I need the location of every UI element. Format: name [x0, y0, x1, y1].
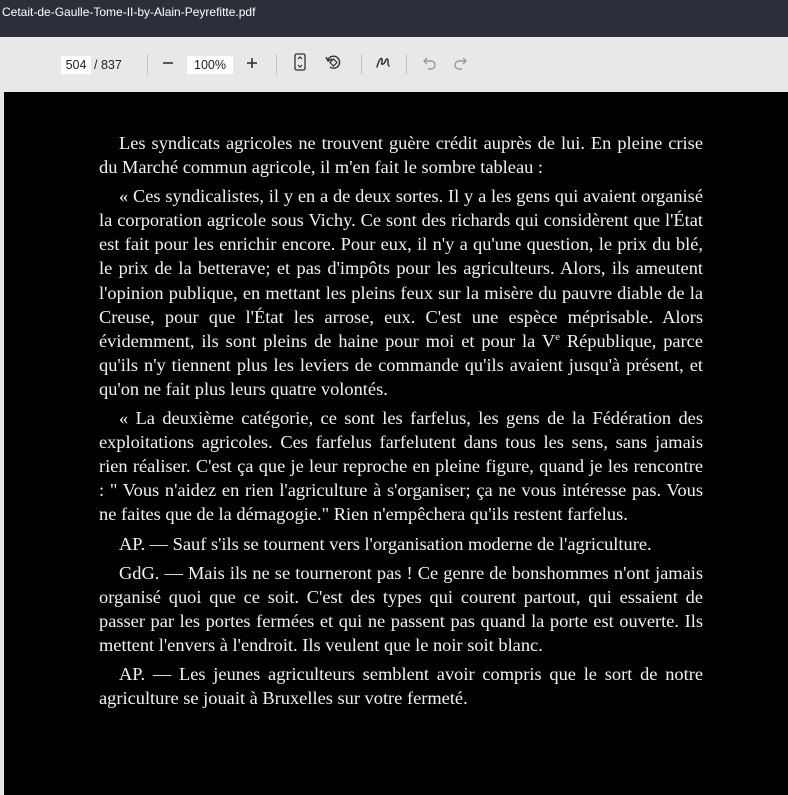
toolbar-divider	[276, 54, 277, 75]
paragraph	[99, 184, 703, 401]
redo-icon	[453, 55, 469, 74]
fit-page-icon	[293, 53, 307, 75]
zoom-level-input[interactable]: 100%	[187, 56, 233, 74]
rotate-button[interactable]	[322, 54, 344, 74]
page-number-input[interactable]: 504	[61, 56, 91, 74]
paragraph: AP. — Les jeunes agriculteurs semblent avoir compris que le sort de notre agriculture se jouait à Bruxelles sur votre fermeté.	[99, 663, 703, 709]
paragraph: Les syndicats agricoles ne trouvent guère crédit auprès de lui. En pleine crise du Marché commun agricole, il m'en fait le sombre tableau :	[99, 133, 703, 178]
zoom-in-button[interactable]	[242, 54, 262, 74]
page-content	[99, 131, 703, 715]
pdf-page-viewer[interactable]	[4, 92, 788, 795]
superscript: e	[555, 330, 560, 343]
zoom-out-button[interactable]	[158, 54, 178, 74]
toolbar-divider	[147, 54, 148, 75]
plus-icon	[245, 55, 259, 74]
fit-page-button[interactable]	[290, 54, 310, 74]
draw-button[interactable]	[373, 54, 393, 74]
redo-button[interactable]	[451, 54, 471, 74]
pdf-toolbar	[0, 37, 788, 92]
draw-icon	[375, 54, 391, 74]
page-total-label: / 837	[94, 58, 122, 72]
paragraph: GdG. — Mais ils ne se tourneront pas ! Ce genre de bonshommes n'ont jamais organisé quoi que ce soit. C'est des types qui courent partout, qui essaient de passer par les portes fermées et qui ne passent pas quand la porte est ouverte. Ils mettent l'envers à l'endroit. Ils veulent que le noir soit blanc.	[99, 562, 703, 655]
rotate-icon	[324, 53, 342, 75]
paragraph: « La deuxième catégorie, ce sont les farfelus, les gens de la Fédération des exploitations agricoles. Ces farfelus farfelutent dans tous les sens, sans jamais rien réaliser. C'est ça que je leur reproche en pleine figure, quand je les rencontre : " Vous n'aidez en rien l'agriculture à s'organiser; ça ne vous intéresse pas. Vous ne faites que de la démagogie." Rien n'empêchera qu'ils restent farfelus.	[99, 408, 703, 525]
paragraph: AP. — Sauf s'ils se tournent vers l'organisation moderne de l'agriculture.	[119, 533, 652, 554]
paragraph-text: « Ces syndicalistes, il y en a de deux sortes. Il y a les gens qui avaient organisé la corporation agricole sous Vichy. Ce sont des richards qui considèrent que l'État est fait pour les enrichir encore. Pour eux, il n'y a qu'une question, le prix du blé, le prix de la betterave; et pas d'impôts pour les agriculteurs. Alors, ils ameutent l'opinion publique, en mettant les pleins feux sur la misère du pauvre diable de la Creuse, pour que l'État les arrose, eux. C'est une espèce méprisable. Alors évidemment, ils sont pleins de haine pour moi et pour la V	[99, 186, 703, 351]
minus-icon	[161, 55, 175, 74]
toolbar-divider	[406, 54, 407, 75]
undo-icon	[421, 55, 437, 74]
paragraph-text: République, parce qu'ils n'y tiennent plus les leviers de commande qu'ils avaient jusqu'à présent, et qu'on ne fait plus leurs quatre volontés.	[99, 330, 703, 399]
window-title-bar	[0, 0, 788, 37]
document-title: Cetait-de-Gaulle-Tome-II-by-Alain-Peyrefitte.pdf	[2, 5, 256, 19]
toolbar-divider	[361, 54, 362, 75]
undo-button[interactable]	[419, 54, 439, 74]
